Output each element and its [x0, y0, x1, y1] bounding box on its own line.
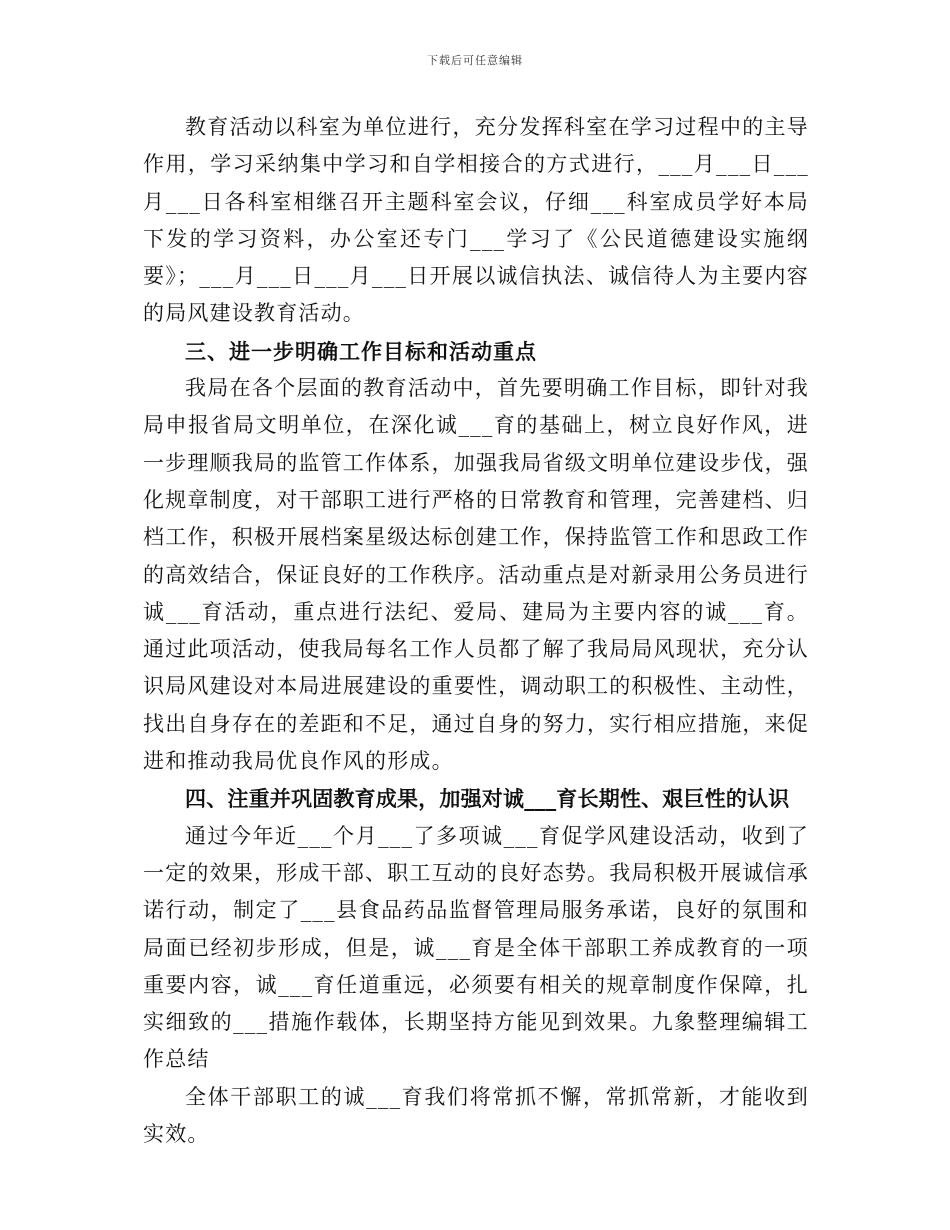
section-heading-4: 四、注重并巩固教育成果，加强对诚___育长期性、艰巨性的认识 — [185, 786, 790, 812]
paragraph-work-goals: 我局在各个层面的教育活动中，首先要明确工作目标，即针对我局申报省局文明单位，在深化诚___育的基础上，树立良好作风，进一步理顺我局的监管工作体系，加强我局省级文明单位建设步伐，强化规章制度，对干部职工进行严格的日常教育和管理，完善建档、归档工作，积极开展档案星级达标创建工作，保持监管工作和思政工作的高效结合，保证良好的工作秩序。活动重点是对新录用公务员进行诚___育活动，重点进行法纪、爱局、建局为主要内容的诚___育。通过此项活动，使我局每名工作人员都了解了我局局风现状，充分认识局风建设对本局进展建设的重要性，调动职工的积极性、主动性，找出自身存在的差距和不足，通过自身的努力，实行相应措施，来促进和推动我局优良作风的形成。 — [143, 376, 809, 774]
paragraph-conclusion: 全体干部职工的诚___育我们将常抓不懈，常抓常新，才能收到实效。 — [143, 1084, 809, 1147]
paragraph-education-activities: 教育活动以科室为单位进行，充分发挥科室在学习过程中的主导作用，学习采纳集中学习和自学相接合的方式进行，___月___日___月___日各科室相继召开主题科室会议，仔细___科室成员学好本局下发的学习资料，办公室还专门___学习了《公民道德建设实施纲要》；___月___日___月___日开展以诚信执法、诚信待人为主要内容的局风建设教育活动。 — [143, 115, 809, 326]
header-note: 下载后可任意编辑 — [427, 54, 523, 67]
section-heading-3: 三、进一步明确工作目标和活动重点 — [185, 338, 537, 364]
paragraph-education-results: 通过今年近___个月___了多项诚___育促学风建设活动，收到了一定的效果，形成干部、职工互动的良好态势。我局积极开展诚信承诺行动，制定了___县食品药品监督管理局服务承诺，良好的氛围和局面已经初步形成，但是，诚___育是全体干部职工养成教育的一项重要内容，诚___育任道重远，必须要有相关的规章制度作保障，扎实细致的___措施作载体，长期坚持方能见到效果。九象整理编辑工作总结 — [143, 823, 809, 1072]
document-body — [143, 109, 809, 1153]
